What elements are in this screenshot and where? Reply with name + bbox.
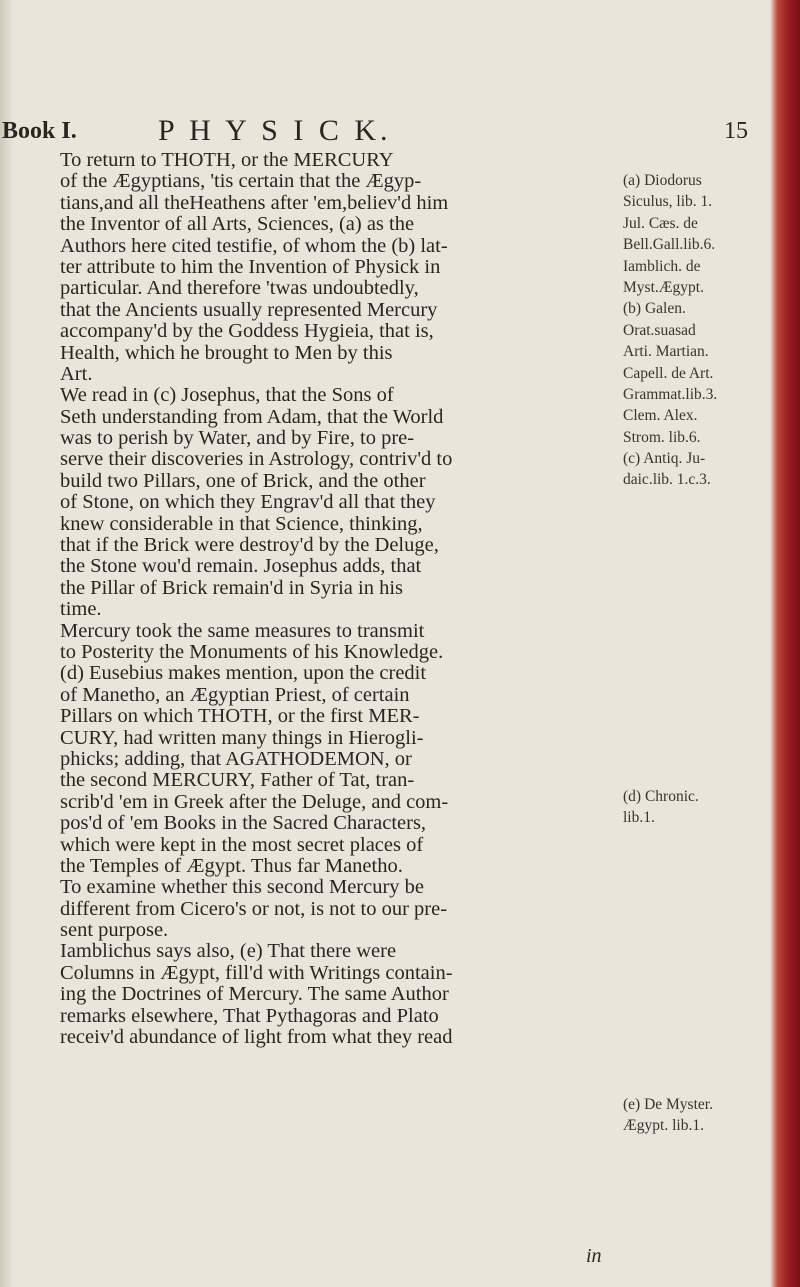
margin-note-line: Strom. lib.6.: [623, 428, 701, 446]
margin-note-line: daic.lib. 1.c.3.: [623, 471, 711, 489]
text-line: of Stone, on which they Engrav'd all that they: [60, 491, 436, 514]
text-line: to Posterity the Monuments of his Knowledge.: [60, 640, 444, 663]
text-line: (d) Eusebius makes mention, upon the credit: [60, 662, 427, 685]
margin-note-line: (e) De Myster.: [623, 1095, 713, 1113]
running-title: P H Y S I C K.: [158, 114, 392, 147]
text-line: knew considerable in that Science, thinking,: [60, 512, 423, 535]
text-line: Pillars on which THOTH, or the first MER-: [60, 705, 420, 728]
text-line: pos'd of 'em Books in the Sacred Characters,: [60, 812, 427, 835]
margin-note-line: Arti. Martian.: [623, 343, 709, 361]
text-line: of the Ægyptians, 'tis certain that the Ægyp-: [60, 170, 422, 193]
text-line: phicks; adding, that AGATHODEMON, or: [60, 747, 412, 770]
margin-notes-group-mid: [623, 786, 773, 829]
text-line: sent purpose.: [60, 919, 169, 942]
text-line: the Temples of Ægypt. Thus far Manetho.: [60, 854, 403, 877]
margin-note-line: Orat.suasad: [623, 321, 696, 339]
text-line: the Inventor of all Arts, Sciences, (a) as the: [60, 213, 415, 236]
text-line: that the Ancients usually represented Mercury: [60, 298, 438, 321]
text-line: build two Pillars, one of Brick, and the other: [60, 469, 426, 492]
margin-note-line: (c) Antiq. Ju-: [623, 450, 706, 468]
text-line: of Manetho, an Ægyptian Priest, of certain: [60, 683, 410, 706]
main-text-column: [60, 150, 620, 1048]
text-line: Iamblichus says also, (e) That there were: [60, 940, 397, 963]
text-line: which were kept in the most secret places of: [60, 833, 424, 856]
margin-note-line: Capell. de Art.: [623, 364, 714, 382]
margin-note-line: (a) Diodorus: [623, 172, 702, 189]
text-line: tians,and all theHeathens after 'em,believ'd him: [60, 191, 449, 214]
margin-spacer: [623, 829, 773, 1094]
margin-note-line: Iamblich. de: [623, 257, 701, 275]
text-line: Authors here cited testifie, of whom the (b) lat-: [60, 234, 448, 257]
book-label: Book I.: [2, 118, 77, 144]
margin-notes-group-top: [623, 170, 773, 491]
text-line: Art.: [60, 362, 93, 385]
text-line: Health, which he brought to Men by this: [60, 341, 393, 364]
text-line: particular. And therefore 'twas undoubtedly,: [60, 277, 419, 300]
margin-note-line: Clem. Alex.: [623, 407, 698, 425]
margin-notes-group-bottom: [623, 1094, 773, 1137]
catchword: in: [586, 1245, 602, 1267]
margin-note-line: Grammat.lib.3.: [623, 385, 718, 403]
text-line: CURY, had written many things in Hierogli-: [60, 726, 424, 749]
text-line: the second MERCURY, Father of Tat, tran-: [60, 769, 415, 792]
text-line: Seth understanding from Adam, that the World: [60, 405, 444, 428]
text-line: To return to THOTH, or the MERCURY: [60, 149, 394, 171]
margin-note-line: Ægypt. lib.1.: [623, 1117, 704, 1135]
text-line: time.: [60, 598, 102, 621]
text-line: the Stone wou'd remain. Josephus adds, that: [60, 555, 422, 578]
margin-note-line: Bell.Gall.lib.6.: [623, 236, 716, 254]
page-number: 15: [724, 118, 748, 144]
text-line: was to perish by Water, and by Fire, to pre-: [60, 427, 415, 450]
margin-note-line: (b) Galen.: [623, 300, 686, 318]
text-line: To examine whether this second Mercury be: [60, 876, 425, 899]
marginal-notes: [623, 170, 773, 1136]
margin-spacer: [623, 491, 773, 786]
text-line: We read in (c) Josephus, that the Sons of: [60, 384, 394, 407]
text-line: accompany'd by the Goddess Hygieia, that is,: [60, 320, 434, 343]
margin-note-line: Siculus, lib. 1.: [623, 193, 713, 211]
text-line: Mercury took the same measures to transmit: [60, 619, 425, 642]
text-line: scrib'd 'em in Greek after the Deluge, and com-: [60, 790, 449, 813]
text-line: the Pillar of Brick remain'd in Syria in his: [60, 576, 404, 599]
margin-note-line: Jul. Cæs. de: [623, 214, 698, 232]
text-line: receiv'd abundance of light from what they read: [60, 1026, 453, 1049]
text-line: serve their discoveries in Astrology, contriv'd to: [60, 448, 453, 471]
margin-note-line: Myst.Ægypt.: [623, 278, 704, 296]
text-line: remarks elsewhere, That Pythagoras and Plato: [60, 1004, 439, 1027]
page-header: [0, 0, 770, 150]
page-edge-shadow: [0, 0, 14, 1287]
text-line: ing the Doctrines of Mercury. The same Author: [60, 983, 449, 1006]
text-line: different from Cicero's or not, is not to our pre-: [60, 897, 448, 920]
margin-note-line: lib.1.: [623, 809, 655, 827]
text-line: ter attribute to him the Invention of Physick in: [60, 255, 441, 278]
text-line: that if the Brick were destroy'd by the Deluge,: [60, 534, 439, 557]
red-binding-edge: [770, 0, 800, 1287]
text-line: Columns in Ægypt, fill'd with Writings contain-: [60, 961, 453, 984]
margin-note-line: (d) Chronic.: [623, 787, 699, 805]
